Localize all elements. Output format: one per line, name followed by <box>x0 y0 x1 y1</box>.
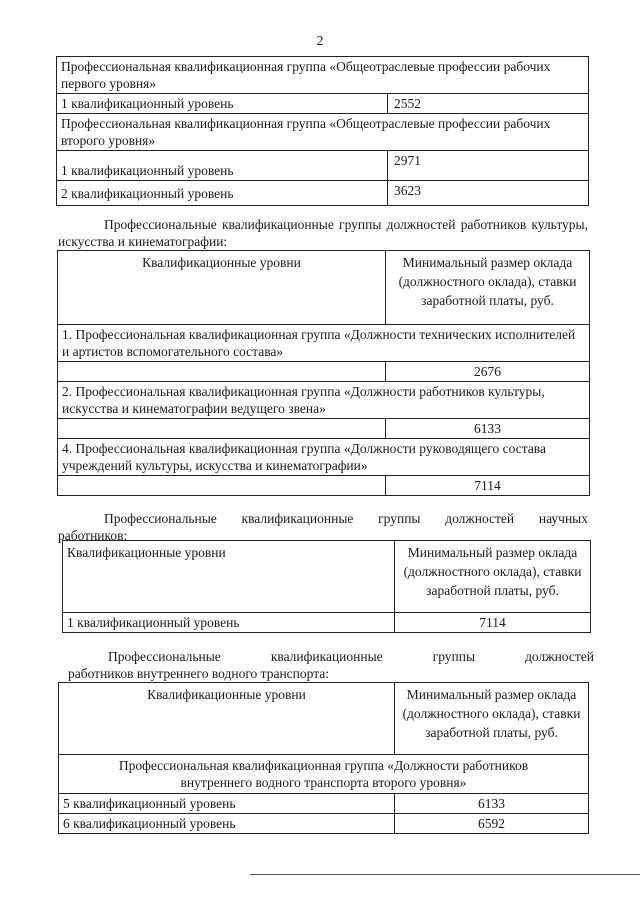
heading-line: работников внутреннего водного транспорта: <box>68 666 330 681</box>
table-culture <box>57 250 590 496</box>
table-water <box>58 682 589 834</box>
section-heading-culture: Профессиональные квалификационные группы должностей работников культуры, искусства и кинематографии: <box>58 217 588 249</box>
heading-word: научных <box>538 511 588 526</box>
group-title: Профессиональная квалификационная группа «Общеотраслевые профессии рабочих первого уровня» <box>57 57 589 94</box>
level-label: 6 квалификационный уровень <box>59 814 395 834</box>
table-row <box>58 439 590 476</box>
table-row <box>58 476 590 496</box>
heading-line <box>68 648 594 665</box>
group-title: Профессиональная квалификационная группа «Должности работников внутреннего водного транспорта второго уровня» <box>59 755 589 794</box>
table-row <box>59 814 589 834</box>
table-row <box>58 362 590 382</box>
section-heading-science <box>58 510 588 544</box>
col-header-levels: Квалификационные уровни <box>59 683 395 755</box>
group-title: 4. Профессиональная квалификационная группа «Должности руководящего состава учреждений культуры, искусства и кинематографии» <box>58 439 590 476</box>
table-header-row <box>63 541 591 613</box>
table-row <box>58 382 590 419</box>
level-label: 2 квалификационный уровень <box>57 181 388 206</box>
table-science <box>62 540 591 633</box>
empty-cell <box>58 476 386 496</box>
empty-cell <box>58 362 386 382</box>
heading-word: Профессиональные <box>104 511 217 526</box>
group-title: 1. Профессиональная квалификационная группа «Должности технических исполнителей и артистов вспомогательного состава» <box>58 325 590 362</box>
level-label: 1 квалификационный уровень <box>57 94 388 114</box>
col-header-levels: Квалификационные уровни <box>63 541 395 613</box>
heading-word: Профессиональные <box>108 649 221 664</box>
table-header-row <box>58 251 590 325</box>
empty-cell <box>58 419 386 439</box>
heading-word: должностей <box>445 511 515 526</box>
table-row <box>57 114 589 151</box>
heading-word: группы <box>378 511 421 526</box>
table-row <box>57 57 589 94</box>
group-title: Профессиональная квалификационная группа «Общеотраслевые профессии рабочих второго уровня» <box>57 114 589 151</box>
salary-value: 6592 <box>395 814 589 834</box>
page-number: 2 <box>316 34 324 49</box>
col-header-salary: Минимальный размер оклада (должностного оклада), ставки заработной платы, руб. <box>395 683 589 755</box>
table-workers <box>56 56 589 206</box>
section-heading-water <box>68 648 594 682</box>
group-title: 2. Профессиональная квалификационная группа «Должности работников культуры, искусства и кинематографии ведущего звена» <box>58 382 590 419</box>
salary-value: 3623 <box>388 181 589 206</box>
level-label: 1 квалификационный уровень <box>63 613 395 633</box>
col-header-salary: Минимальный размер оклада (должностного оклада), ставки заработной платы, руб. <box>395 541 591 613</box>
heading-word: группы <box>432 649 476 664</box>
table-row <box>58 419 590 439</box>
salary-value: 6133 <box>395 794 589 814</box>
salary-value: 7114 <box>386 476 590 496</box>
salary-value: 2971 <box>388 151 589 181</box>
table-row <box>59 755 589 794</box>
heading-word: должностей <box>525 649 594 664</box>
table-row <box>58 325 590 362</box>
col-header-levels: Квалификационные уровни <box>58 251 386 325</box>
heading-line: работников: <box>58 528 128 543</box>
salary-value: 6133 <box>386 419 590 439</box>
table-row <box>57 94 589 114</box>
salary-value: 7114 <box>395 613 591 633</box>
salary-value: 2676 <box>386 362 590 382</box>
footer-divider <box>250 874 640 875</box>
heading-word: квалификационные <box>241 511 354 526</box>
table-header-row <box>59 683 589 755</box>
level-label: 5 квалификационный уровень <box>59 794 395 814</box>
table-row <box>57 151 589 181</box>
table-row <box>57 181 589 206</box>
table-row <box>59 794 589 814</box>
level-label: 1 квалификационный уровень <box>57 151 388 181</box>
salary-value: 2552 <box>388 94 589 114</box>
heading-line <box>58 510 588 527</box>
col-header-salary: Минимальный размер оклада (должностного оклада), ставки заработной платы, руб. <box>386 251 590 325</box>
heading-word: квалификационные <box>270 649 383 664</box>
table-row <box>63 613 591 633</box>
